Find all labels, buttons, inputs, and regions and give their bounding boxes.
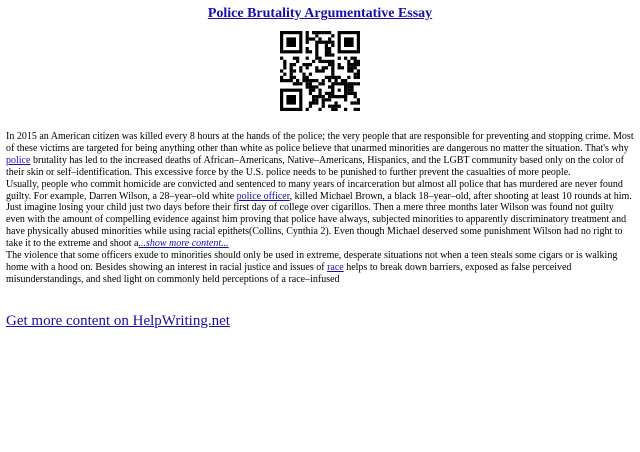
paragraph-3-text-a: The violence that some officers exude to minorities should only be used in extreme, desperate situations not when a teen steals some cigars or is walking home with a hood on. Besides showing an interest in racial justice and issues of xyxy=(6,250,618,273)
paragraph-3 xyxy=(6,250,634,286)
paragraph-2-text-a: Usually, people who commit homicide are convicted and sentenced to many years of incarceration but almost all police that has murdered are never found guilty. For example, Darren Wilson, a 28–year–old white xyxy=(6,178,623,202)
police-link[interactable]: police xyxy=(6,154,31,166)
paragraph-2-text-b: , killed Michael Brown, a black 18–year–old, after shooting at least 10 rounds at him. Just imagine losing your child just two days before their first day of college over cigarillos. Then a mere three months later Wilson was found not guilty even with the amount of compelling evidence against him proving that police have always, subjected minorities to apparently discriminatory treatment and have physically abused minorities while using racial epithets(Collins, Cynthia 2). Even though Michael deserved some punishment Wilson had no right to take it to the extreme and shoot a xyxy=(6,190,632,250)
paragraph-1-text-b: brutality has led to the increased deaths of African–Americans, Native–Americans, Hispanics, and the LGBT community based only on the color of their skin or self–identification. This excessive force by the U.S. police needs to be punished to further prevent the casualties of more people. xyxy=(6,154,624,178)
get-more-content-link[interactable]: Get more content on HelpWriting.net xyxy=(6,313,230,329)
race-link[interactable]: race xyxy=(327,261,344,273)
police-officer-link[interactable]: police officer xyxy=(236,190,290,202)
cta xyxy=(6,313,230,330)
qr-code-icon xyxy=(280,31,360,111)
essay-body xyxy=(6,131,634,286)
title-link[interactable]: Police Brutality Argumentative Essay xyxy=(207,6,433,21)
page-title xyxy=(0,6,640,22)
paragraph-3-text-b: helps to break down barriers, exposed as false perceived misunderstandings, and shed light on commonly held perceptions of a race–infused xyxy=(6,261,572,285)
paragraph-2 xyxy=(6,179,634,250)
paragraph-1 xyxy=(6,131,634,179)
show-more-link[interactable]: ...show more content... xyxy=(138,238,229,250)
paragraph-1-text-a: In 2015 an American citizen was killed every 8 hours at the hands of the police; the very people that are responsible for preventing and stopping crime. Most of these victims are targeted for being anything other than white as police believe that unarmed minorities are dangerous no matter the situation. That's why xyxy=(6,131,634,154)
